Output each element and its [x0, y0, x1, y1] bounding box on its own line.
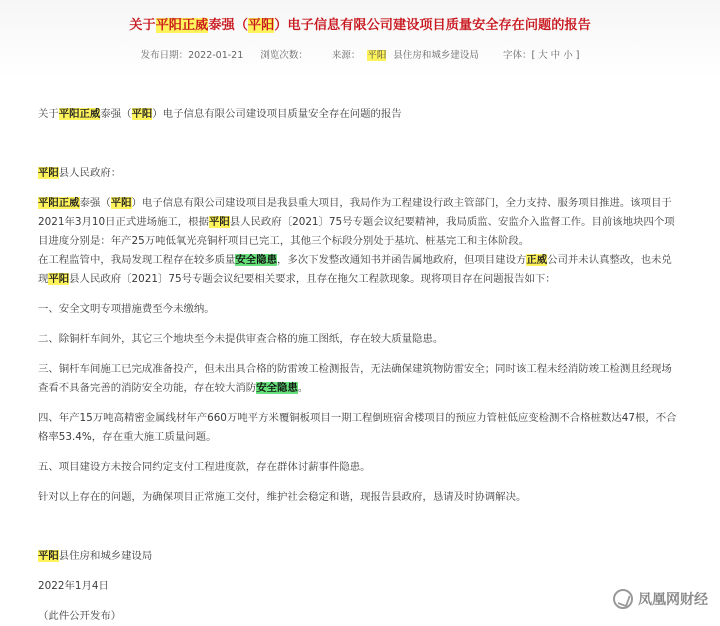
list-item: 五、项目建设方未按合同约定支付工程进度款，存在群体讨薪事件隐患。 — [38, 461, 371, 473]
font-size-control[interactable]: 字体：[ 大 中 小 ] — [502, 50, 580, 61]
list-item: 三、铜杆车间施工已完成准备投产，但未出具合格的防雷竣工检测报告，无法确保建筑物防雷安全；同时该工程未经消防竣工检测且经现场查看不具备完善的消防安全功能，存在较大消防安全隐患。 — [38, 363, 672, 394]
phoenix-logo-icon — [613, 589, 633, 609]
list-item: 二、除铜杆车间外，其它三个地块至今未提供审查合格的施工图纸，存在较大质量隐患。 — [38, 333, 444, 345]
watermark — [613, 589, 708, 609]
article-meta — [0, 47, 720, 61]
publication-notice: （此件公开发布） — [38, 610, 122, 622]
source: 来源： 平阳 县住房和城乡建设局 — [331, 50, 479, 61]
watermark-text: 凤凰网财经 — [638, 592, 708, 608]
publish-date: 发布日期：2022-01-21 — [140, 50, 244, 61]
sign-date: 2022年1月4日 — [38, 580, 109, 592]
body-heading: 关于平阳正威泰强（平阳）电子信息有限公司建设项目质量安全存在问题的报告 — [38, 108, 402, 120]
view-count: 浏览次数： — [260, 50, 308, 61]
page-title: 关于平阳正威泰强（平阳）电子信息有限公司建设项目质量安全存在问题的报告 — [129, 18, 591, 33]
article-body — [38, 105, 678, 626]
paragraph: 平阳正威泰强（平阳）电子信息有限公司建设项目是我县重大项目，我局作为工程建设行政主管部门，全力支持、服务项目推进。该项目于2021年3月10日正式进场施工，根据平阳县人民政府〔2021〕75号专题会议纪要精神，我局质监、安监介入监督工作。目前该地块四个项目进度分别是：年产25万吨低氧光亮铜杆项目已完工，其他三个标段分别处于基坑、桩基完工和主体阶段。 — [38, 197, 675, 247]
closing-paragraph: 针对以上存在的问题，为确保项目正常施工交付，维护社会稳定和谐，现报告县政府，恳请及时协调解决。 — [38, 491, 527, 503]
list-item: 四、年产15万吨高精密金属线材年产660万吨平方米覆铜板项目一期工程倒班宿舍楼项目的预应力管桩低应变检测不合格桩数达47根，不合格率53.4%，存在重大施工质量问题。 — [38, 412, 677, 443]
paragraph: 在工程监管中，我局发现工程存在较多质量安全隐患，多次下发整改通知书并函告属地政府，但项目建设方正威公司并未认真整改，也未兑现平阳县人民政府〔2021〕75号专题会议纪要相关要求，且存在拖欠工程款现象。现将项目存在问题报告如下： — [38, 254, 672, 285]
list-item: 一、安全文明专项措施费至今未缴纳。 — [38, 303, 215, 315]
keyword-highlight: 平阳正威 — [155, 18, 209, 33]
salutation: 平阳县人民政府： — [38, 167, 122, 179]
header-band — [0, 0, 720, 78]
keyword-highlight: 平阳 — [247, 18, 275, 33]
signature: 平阳县住房和城乡建设局 — [38, 550, 153, 562]
keyword-highlight: 平阳 — [367, 50, 387, 61]
